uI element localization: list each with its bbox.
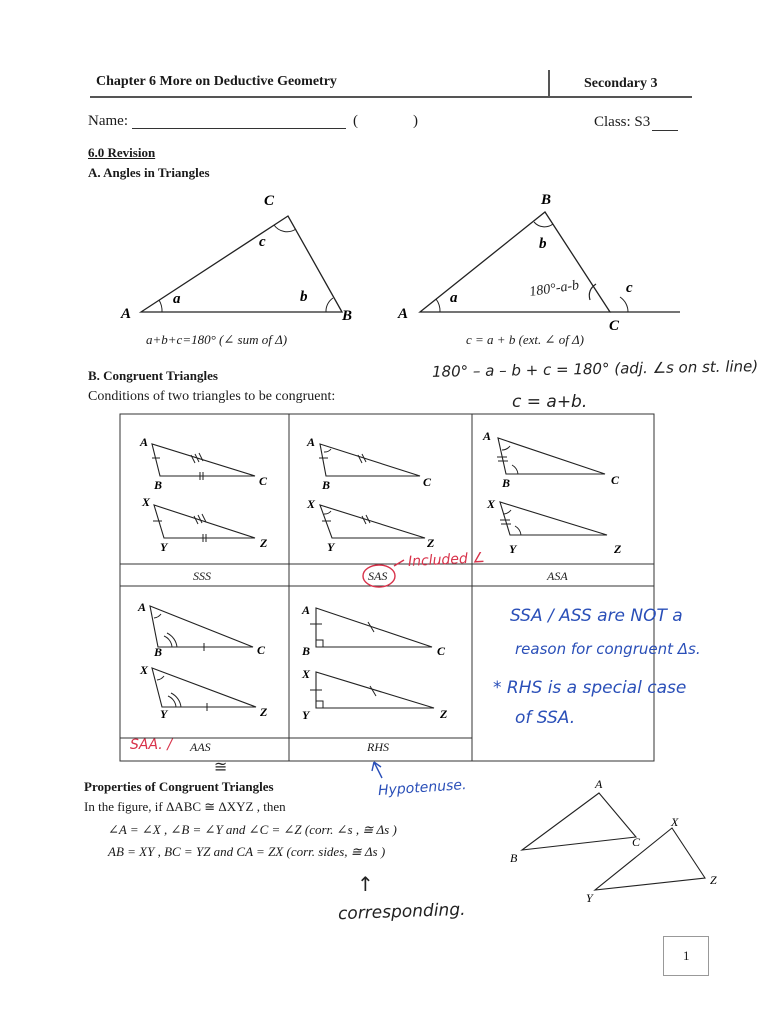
asa-c: C [611,473,620,487]
tri2-angle-b: b [539,236,547,252]
properties-sides: AB = XY , BC = YZ and CA = ZX (corr. sides, ≅ Δs ) [108,844,386,859]
aas-y: Y [160,707,168,721]
fig-z: Z [710,873,717,887]
sss-b: B [154,478,163,492]
properties-title: Properties of Congruent Triangles [84,779,274,794]
properties-angles: ∠A = ∠X , ∠B = ∠Y and ∠C = ∠Z (corr. ∠s , ≅ Δs ) [108,822,397,837]
label-aas: AAS [190,740,211,754]
sss-c: C [259,474,268,488]
fig-y: Y [586,891,593,905]
tri2-vertex-b: B [541,192,552,208]
exterior-angle-equation: c = a + b (ext. ∠ of Δ) [466,332,585,347]
asa-y: Y [509,542,517,556]
properties-intro: In the figure, if ΔABC ≅ ΔXYZ , then [84,799,286,814]
handwritten-hypotenuse: Hypotenuse. [377,776,467,800]
sss-x: X [142,495,151,509]
class-label: Class: S3 [594,114,651,130]
label-sss: SSS [193,569,211,583]
number-paren-close: ) [413,113,418,129]
aas-c: C [257,643,266,657]
angle-sum-equation: a+b+c=180° (∠ sum of Δ) [146,332,288,347]
part-a-heading: A. Angles in Triangles [88,165,210,180]
sss-a: A [140,435,149,449]
handwritten-proof-line2: c = a+b. [512,392,588,412]
handwritten-included-angle: Included ∠ [407,549,486,571]
rhs-b: B [302,644,311,658]
sas-c: C [423,475,432,489]
asa-z: Z [614,542,622,556]
sas-z: Z [427,536,435,550]
tri1-angle-b: b [300,289,308,305]
tri1-angle-c: c [259,234,266,250]
tri2-vertex-a: A [398,306,409,322]
note-line-1: SSA / ASS are NOT a [510,606,683,626]
fig-b: B [510,851,518,865]
note-line-2: reason for congruent Δs. [515,640,701,658]
label-asa: ASA [547,569,568,583]
handwritten-arrow: ↑ [357,872,374,896]
asa-x: X [487,497,496,511]
rhs-y: Y [302,708,310,722]
note-line-3: * RHS is a special case [493,678,687,698]
rhs-z: Z [440,707,448,721]
rhs-c: C [437,644,446,658]
number-paren-open: ( [353,113,358,129]
handwritten-exterior-angle: 180°-a-b [528,278,581,300]
part-b-heading: B. Congruent Triangles [88,368,218,383]
aas-z: Z [260,705,268,719]
tri2-vertex-c: C [609,318,620,334]
aas-a: A [138,600,147,614]
sas-b: B [322,478,331,492]
page-number: 1 [683,948,690,963]
fig-c: C [632,835,641,849]
asa-b: B [502,476,511,490]
sas-a: A [307,435,316,449]
label-sas: SAS [368,569,388,583]
conditions-text: Conditions of two triangles to be congruent: [88,389,336,404]
level-label: Secondary 3 [584,76,658,91]
label-rhs: RHS [367,740,389,754]
rhs-a: A [302,603,311,617]
rhs-x: X [302,667,311,681]
handwritten-equiv: ≅ [214,757,228,776]
sss-y: Y [160,540,168,554]
sas-x: X [307,497,316,511]
fig-a: A [595,777,603,791]
aas-b: B [154,645,163,659]
asa-a: A [483,429,492,443]
section-title: 6.0 Revision [88,145,156,160]
handwritten-corresponding: corresponding. [337,899,466,925]
tri2-angle-a: a [450,290,458,306]
tri1-vertex-a: A [121,306,132,322]
note-line-4: of SSA. [515,708,576,728]
chapter-title: Chapter 6 More on Deductive Geometry [96,74,337,89]
tri2-angle-c: c [626,280,633,296]
handwritten-saa: SAA. / [130,737,172,753]
tri1-vertex-c: C [264,193,275,209]
sss-z: Z [260,536,268,550]
sas-y: Y [327,540,335,554]
tri1-vertex-b: B [342,308,353,324]
name-label: Name: [88,113,128,129]
aas-x: X [140,663,149,677]
handwritten-proof-line1: 180° – a – b + c = 180° (adj. ∠s on st. line) [431,357,759,381]
fig-x: X [671,815,679,829]
tri1-angle-a: a [173,291,181,307]
